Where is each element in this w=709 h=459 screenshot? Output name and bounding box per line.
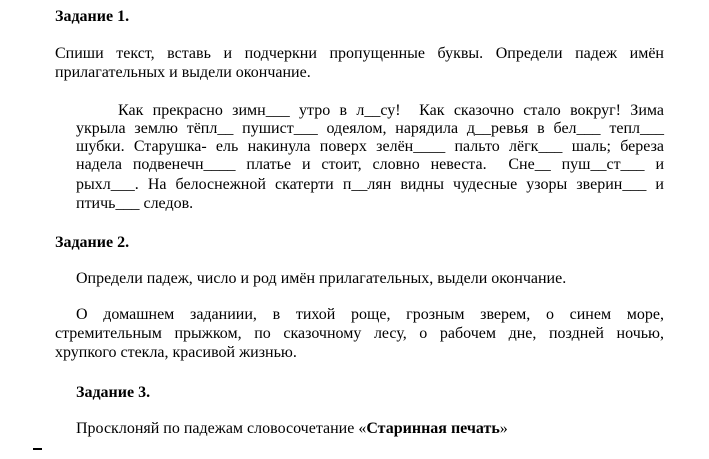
task2-text-line-1: О домашнем заданиии, в тихой роще, грозным зверем, о синем море, xyxy=(76,306,664,323)
task1-text-line-3: шубки. Старушка- ель накинула поверх зелён____ пальто лёгк___ шаль; береза xyxy=(76,138,664,155)
task3-instruction-prefix: Просклоняй по падежам словосочетание « xyxy=(76,420,367,437)
cut-off-text-fragment xyxy=(33,448,42,450)
task3-heading: Задание 3. xyxy=(76,384,151,401)
task1-text-line-1: Как прекрасно зимн___ утро в л__су! Как сказочно стало вокруг! Зима xyxy=(118,102,664,119)
task3-phrase: Старинная печать xyxy=(366,420,500,437)
task3-instruction-suffix: » xyxy=(499,420,508,437)
task2-text-line-3: хрупкого стекла, красивой жизнью. xyxy=(55,344,297,361)
task3-instruction xyxy=(76,420,508,438)
task2-instruction: Определи падеж, число и род имён прилагательных, выдели окончание. xyxy=(76,270,567,287)
task1-text-line-5: рыхл___. На белоснежной скатерти п__лян видны чудесные узоры зверин___ и xyxy=(76,176,664,193)
task1-text-line-2: укрыла землю тёпл__ пушист___ одеялом, нарядила д__ревья в бел___ тепл___ xyxy=(76,120,664,137)
task2-text-line-2: стремительным прыжком, по сказочному лесу, о рабочем дне, поздней ночью, xyxy=(55,325,664,342)
task1-text-line-6: птичь___ следов. xyxy=(76,195,194,212)
task2-heading: Задание 2. xyxy=(55,234,130,251)
task1-instruction-line-1: Спиши текст, вставь и подчеркни пропущенные буквы. Определи падеж имён xyxy=(55,45,664,62)
task1-heading: Задание 1. xyxy=(55,8,130,25)
task1-instruction-line-2: прилагательных и выдели окончание. xyxy=(55,64,311,81)
task1-text-line-4: надела подвенечн____ платье и стоит, словно невеста. Сне__ пуш__ст___ и xyxy=(76,156,664,173)
